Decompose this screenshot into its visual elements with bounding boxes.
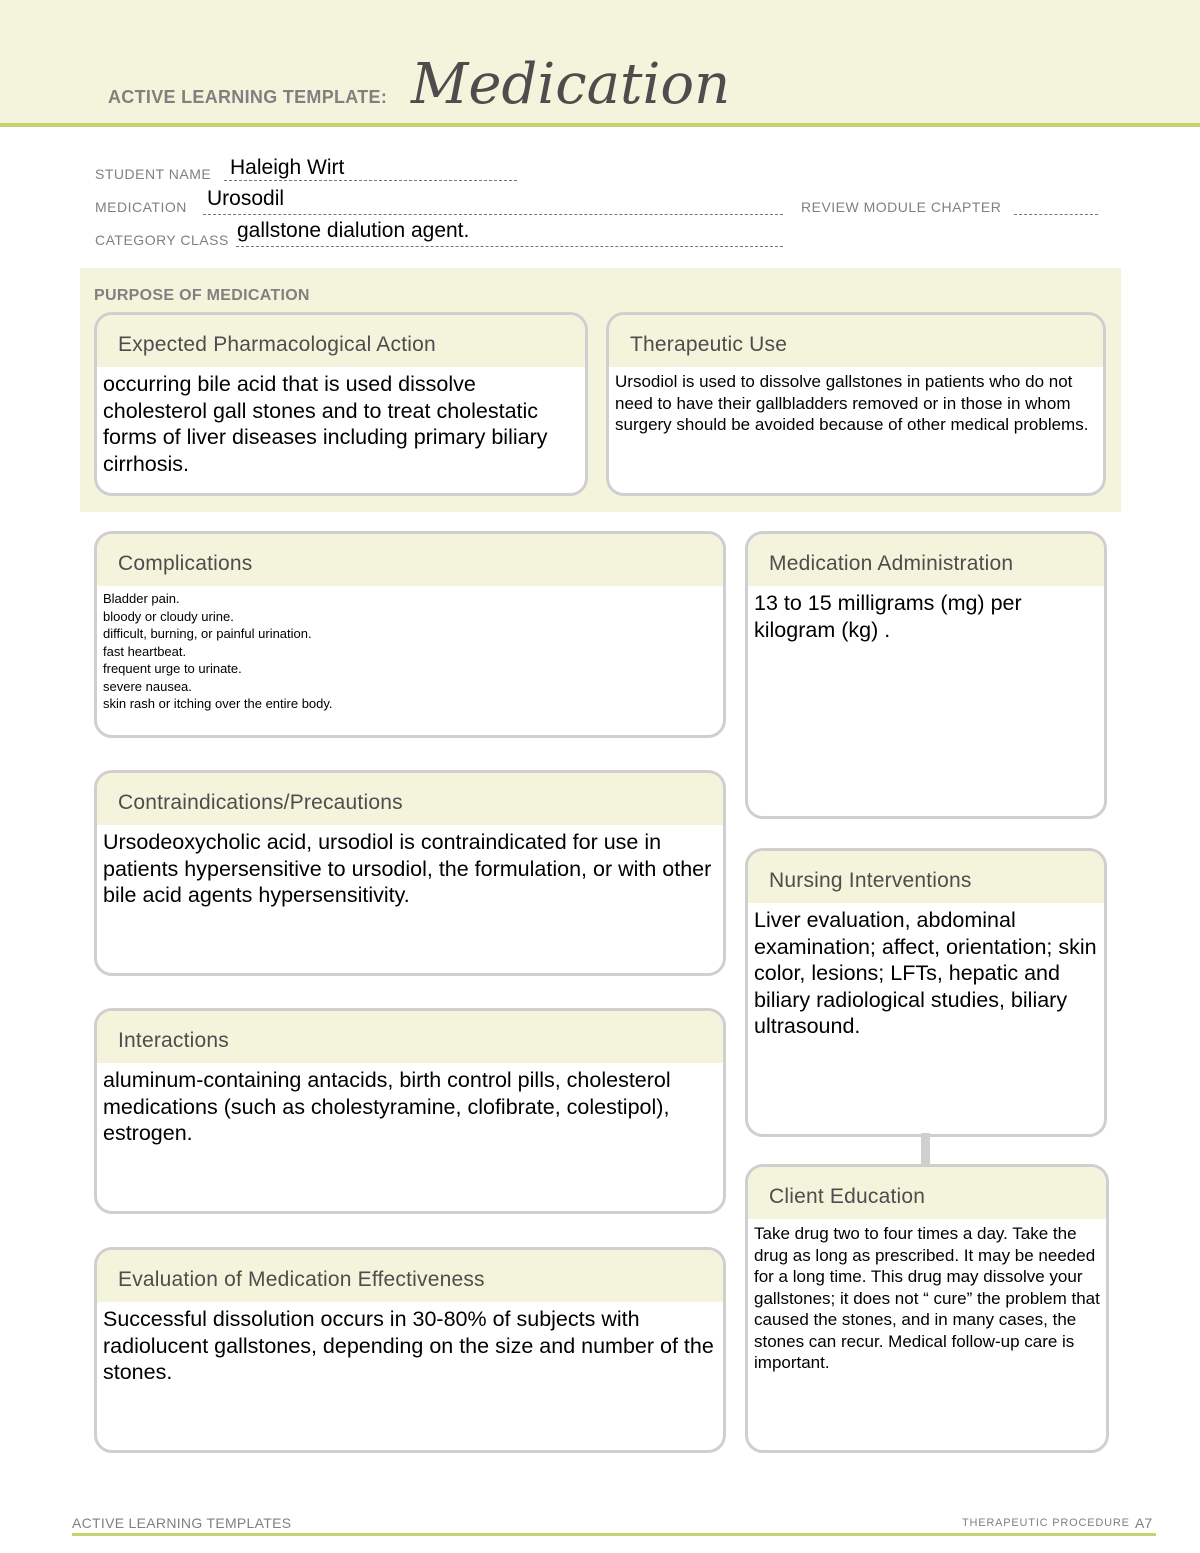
complication-item: skin rash or itching over the entire body. bbox=[103, 696, 333, 711]
administration-text[interactable]: 13 to 15 milligrams (mg) per kilogram (kg) . bbox=[754, 591, 1022, 642]
complication-item: fast heartbeat. bbox=[103, 643, 187, 659]
template-label: ACTIVE LEARNING TEMPLATE: bbox=[108, 87, 388, 107]
complication-item: bloody or cloudy urine. bbox=[103, 608, 234, 624]
student-name-line bbox=[224, 180, 517, 181]
therapeutic-use-box bbox=[606, 312, 1106, 496]
footer-rule bbox=[72, 1533, 1156, 1536]
evaluation-box bbox=[94, 1247, 726, 1453]
administration-heading: Medication Administration bbox=[748, 534, 1104, 586]
complication-item: severe nausea. bbox=[103, 678, 192, 694]
expected-action-heading: Expected Pharmacological Action bbox=[97, 315, 585, 367]
footer-left: ACTIVE LEARNING TEMPLATES bbox=[72, 1515, 292, 1531]
page-title: Medication bbox=[411, 52, 731, 117]
box-connector bbox=[921, 1133, 930, 1165]
evaluation-text[interactable]: Successful dissolution occurs in 30-80% of subjects with radiolucent gallstones, depending on the size and number of the stones. bbox=[103, 1307, 714, 1384]
complication-item: difficult, burning, or painful urination. bbox=[103, 626, 312, 641]
nursing-interventions-heading: Nursing Interventions bbox=[748, 851, 1104, 903]
administration-box bbox=[745, 531, 1107, 819]
client-education-heading: Client Education bbox=[748, 1167, 1106, 1219]
page-number: A7 bbox=[1135, 1515, 1153, 1531]
medication-field[interactable]: Urosodil bbox=[207, 187, 285, 210]
category-class-label: CATEGORY CLASS bbox=[95, 232, 229, 248]
medication-label: MEDICATION bbox=[95, 199, 187, 215]
category-class-line bbox=[236, 246, 783, 247]
nursing-interventions-box bbox=[745, 848, 1107, 1137]
expected-action-box bbox=[94, 312, 588, 496]
contraindications-text[interactable]: Ursodeoxycholic acid, ursodiol is contraindicated for use in patients hypersensitive to ursodiol, the formulation, or with other bile acid agents hypersensitivity. bbox=[103, 830, 712, 907]
client-education-box bbox=[745, 1164, 1109, 1453]
therapeutic-use-text[interactable]: Ursodiol is used to dissolve gallstones in patients who do not need to have their gallbladders removed or in those in whom surgery should be avoided because of other medical problems. bbox=[615, 372, 1089, 434]
purpose-title: PURPOSE OF MEDICATION bbox=[94, 287, 310, 304]
interactions-text[interactable]: aluminum-containing antacids, birth control pills, cholesterol medications (such as cholestyramine, clofibrate, colestipol), estrogen. bbox=[103, 1068, 671, 1145]
contraindications-heading: Contraindications/Precautions bbox=[97, 773, 723, 825]
medication-line bbox=[203, 214, 783, 215]
interactions-heading: Interactions bbox=[97, 1011, 723, 1063]
contraindications-box bbox=[94, 770, 726, 976]
complications-heading: Complications bbox=[97, 534, 723, 586]
nursing-interventions-text[interactable]: Liver evaluation, abdominal examination; affect, orientation; skin color, lesions; LFTs, hepatic and biliary radiological studies, biliary ultrasound. bbox=[754, 908, 1097, 1038]
evaluation-heading: Evaluation of Medication Effectiveness bbox=[97, 1250, 723, 1302]
student-name-field[interactable]: Haleigh Wirt bbox=[230, 156, 345, 179]
interactions-box bbox=[94, 1008, 726, 1214]
footer-right: THERAPEUTIC PROCEDURE bbox=[962, 1517, 1130, 1529]
complication-item: Bladder pain. bbox=[103, 591, 180, 606]
complications-box bbox=[94, 531, 726, 738]
header-rule bbox=[0, 123, 1200, 127]
client-education-text[interactable]: Take drug two to four times a day. Take the drug as long as prescribed. It may be needed for a long time. This drug may dissolve your gallstones; it does not “ cure” the problem that caused the stones, and in many cases, the stones can recur. Medical follow-up care is important. bbox=[754, 1224, 1100, 1372]
complications-text[interactable] bbox=[97, 586, 723, 713]
review-module-label: REVIEW MODULE CHAPTER bbox=[801, 199, 1002, 215]
expected-action-text[interactable]: occurring bile acid that is used dissolve cholesterol gall stones and to treat cholestatic forms of liver diseases including primary biliary cirrhosis. bbox=[103, 372, 548, 476]
student-name-label: STUDENT NAME bbox=[95, 166, 212, 182]
review-module-line bbox=[1014, 214, 1098, 215]
complication-item: frequent urge to urinate. bbox=[103, 661, 242, 676]
therapeutic-use-heading: Therapeutic Use bbox=[609, 315, 1103, 367]
category-class-field[interactable]: gallstone dialution agent. bbox=[237, 219, 470, 242]
